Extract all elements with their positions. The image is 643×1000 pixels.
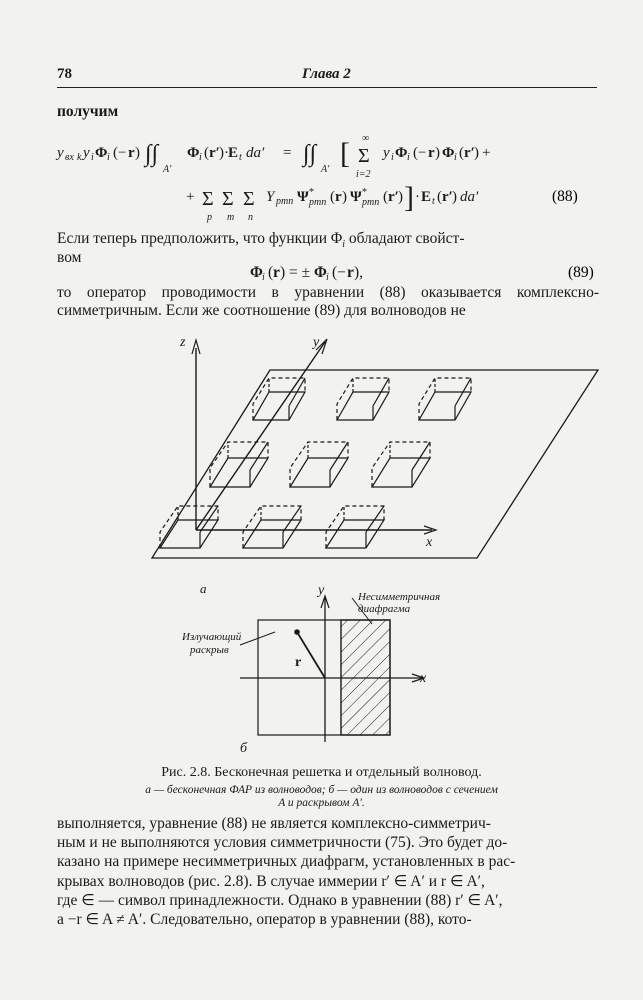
svg-text:i: i bbox=[391, 152, 394, 163]
svg-text:∫∫: ∫∫ bbox=[145, 141, 159, 167]
svg-text:Y: Y bbox=[266, 189, 275, 205]
svg-text:r: r bbox=[347, 264, 354, 281]
waveguide-cell bbox=[243, 506, 301, 548]
svg-text:∞: ∞ bbox=[362, 133, 370, 144]
svg-text:Σ: Σ bbox=[202, 188, 214, 210]
svg-text:(: ( bbox=[437, 189, 442, 205]
svg-text:(: ( bbox=[383, 189, 388, 205]
svg-text:i: i bbox=[91, 152, 94, 163]
svg-text:Φ: Φ bbox=[442, 145, 455, 161]
svg-text:E: E bbox=[421, 189, 432, 205]
svg-text:*: * bbox=[362, 187, 367, 198]
svg-text:),: ), bbox=[354, 264, 364, 281]
svg-text:r′: r′ bbox=[388, 189, 399, 205]
svg-text:+: + bbox=[186, 189, 195, 205]
svg-text:r′: r′ bbox=[464, 145, 475, 161]
svg-text:): ) bbox=[452, 189, 457, 205]
aperture-label-2: раскрыв bbox=[190, 644, 229, 656]
svg-text:Φ: Φ bbox=[314, 264, 327, 281]
svg-text:Σ: Σ bbox=[222, 188, 234, 210]
r-label: r bbox=[295, 655, 302, 670]
figure-a-array bbox=[152, 339, 598, 558]
svg-text:pmn: pmn bbox=[362, 197, 380, 208]
svg-text:t: t bbox=[432, 196, 435, 207]
figure-caption-sub-2: A и раскрывом A′. bbox=[278, 797, 365, 809]
equation-89 bbox=[250, 264, 363, 283]
svg-text:r: r bbox=[273, 264, 280, 281]
waveguide-cell bbox=[210, 442, 268, 487]
svg-text:)·: )· bbox=[219, 145, 229, 161]
svg-text:y: y bbox=[383, 145, 390, 161]
svg-text:r′: r′ bbox=[442, 189, 453, 205]
svg-text:A′: A′ bbox=[321, 164, 330, 175]
equation-89-number: (89) bbox=[568, 264, 594, 281]
svg-text:E: E bbox=[228, 145, 239, 161]
svg-text:): ) bbox=[135, 145, 140, 161]
svg-text:pmn: pmn bbox=[276, 196, 294, 207]
waveguide-cell bbox=[160, 506, 218, 548]
svg-text:i: i bbox=[199, 152, 202, 163]
y-axis-b-label: y bbox=[318, 583, 325, 598]
svg-text:Σ: Σ bbox=[243, 188, 255, 210]
svg-text:r: r bbox=[128, 145, 135, 161]
svg-text:Σ: Σ bbox=[358, 145, 370, 167]
svg-text:p: p bbox=[207, 212, 212, 223]
diaphragm-label-2: диафрагма bbox=[358, 603, 411, 615]
svg-text:da′: da′ bbox=[246, 145, 265, 161]
chapter-title: Глава 2 bbox=[302, 66, 351, 82]
svg-text:) = ±: ) = ± bbox=[280, 264, 311, 281]
svg-text:вх: вх bbox=[65, 152, 74, 163]
svg-text:·: · bbox=[415, 189, 420, 205]
figure-a-label: а bbox=[200, 581, 207, 596]
svg-text:r′: r′ bbox=[209, 145, 220, 161]
x-axis-label: x bbox=[426, 535, 433, 550]
paragraph-3-line-3: казано на примере несимметричных диафрагм, установленных в рас- bbox=[57, 853, 516, 870]
paragraph-3-line-4: крывах волноводов (рис. 2.8). В случае иммерии r′ ∈ A′ и r ∈ A′, bbox=[57, 873, 485, 890]
paragraph-3-line-6: а −r ∈ A ≠ A′. Следовательно, оператор в уравнении (88), кото- bbox=[57, 911, 472, 928]
svg-text:Ψ: Ψ bbox=[350, 189, 362, 205]
svg-text:pmn: pmn bbox=[309, 197, 327, 208]
y-axis-label: y bbox=[313, 335, 320, 350]
figure-caption-title: Рис. 2.8. Бесконечная решетка и отдельный волновод. bbox=[161, 765, 482, 780]
svg-text:(: ( bbox=[459, 145, 464, 161]
svg-text:(: ( bbox=[268, 264, 274, 281]
waveguide-cell bbox=[372, 442, 430, 487]
svg-text:i=2: i=2 bbox=[356, 169, 371, 180]
figure-b-waveguide bbox=[240, 596, 424, 742]
equation-88 bbox=[55, 133, 490, 223]
svg-text:m: m bbox=[227, 212, 235, 223]
svg-text:): ) bbox=[342, 189, 347, 205]
svg-text:=: = bbox=[283, 145, 292, 161]
svg-text:Ψ: Ψ bbox=[297, 189, 309, 205]
svg-text:(: ( bbox=[204, 145, 209, 161]
diaphragm-label-1: Несимметричная bbox=[358, 591, 441, 603]
paragraph-3-line-1: выполняется, уравнение (88) не является комплексно-симметрич- bbox=[57, 815, 491, 832]
paragraph-3-line-2: ным и не выполняются условия симметричности (75). Это будет до- bbox=[57, 834, 508, 851]
figure-b-label: б bbox=[240, 741, 248, 756]
svg-text:): ) bbox=[435, 145, 440, 161]
equation-88-number: (88) bbox=[552, 188, 578, 205]
svg-text:Φ: Φ bbox=[395, 145, 408, 161]
svg-text:Φ: Φ bbox=[187, 145, 200, 161]
svg-text:i: i bbox=[107, 152, 110, 163]
svg-text:(−: (− bbox=[113, 145, 127, 161]
svg-text:(−: (− bbox=[413, 145, 427, 161]
paragraph-1-line-2: вом bbox=[57, 249, 82, 266]
y-axis bbox=[196, 342, 325, 530]
svg-text:i: i bbox=[262, 272, 265, 283]
svg-text:da′: da′ bbox=[460, 189, 479, 205]
svg-text:t: t bbox=[239, 152, 242, 163]
svg-text:): ) bbox=[398, 189, 403, 205]
svg-text:]: ] bbox=[404, 181, 414, 214]
waveguide-cell bbox=[337, 378, 389, 420]
svg-text:r: r bbox=[335, 189, 342, 205]
svg-text:(: ( bbox=[330, 189, 335, 205]
svg-text:(−: (− bbox=[332, 264, 346, 281]
figure-caption-sub-1: а — бесконечная ФАР из волноводов; б — один из волноводов с сечением bbox=[145, 784, 498, 796]
z-axis-label: z bbox=[180, 335, 186, 350]
waveguide-cell bbox=[326, 506, 384, 548]
svg-text:k: k bbox=[77, 152, 82, 163]
svg-text:i: i bbox=[326, 272, 329, 283]
svg-text:i: i bbox=[454, 152, 457, 163]
svg-text:*: * bbox=[309, 187, 314, 198]
waveguide-cell bbox=[419, 378, 471, 420]
svg-text:i: i bbox=[407, 152, 410, 163]
svg-text:∫∫: ∫∫ bbox=[303, 141, 317, 167]
svg-text:A′: A′ bbox=[163, 164, 172, 175]
svg-text:y: y bbox=[83, 145, 90, 161]
aperture-label-1: Излучающий bbox=[182, 631, 242, 643]
paragraph-1-line-1: Если теперь предположить, что функции $\Phi_i$ обладают свойст- bbox=[57, 230, 465, 251]
svg-text:Φ: Φ bbox=[95, 145, 108, 161]
paragraph-2: то оператор проводимости в уравнении (88) оказывается комплексно-симметричным. Если же соотношение (89) для волноводов не bbox=[57, 284, 599, 319]
x-axis-b-label: x bbox=[420, 671, 427, 686]
waveguide-cell bbox=[290, 442, 348, 487]
intro-word: получим bbox=[57, 103, 119, 120]
svg-text:Φ: Φ bbox=[250, 264, 263, 281]
svg-text:): ) bbox=[474, 145, 479, 161]
paragraph-3-line-5: где ∈ — символ принадлежности. Однако в уравнении (88) r′ ∈ A′, bbox=[57, 892, 503, 909]
svg-text:+: + bbox=[482, 145, 491, 161]
svg-text:n: n bbox=[248, 212, 253, 223]
svg-text:r: r bbox=[428, 145, 435, 161]
svg-text:y: y bbox=[57, 145, 64, 161]
svg-text:[: [ bbox=[340, 137, 350, 170]
page-number: 78 bbox=[57, 66, 72, 82]
